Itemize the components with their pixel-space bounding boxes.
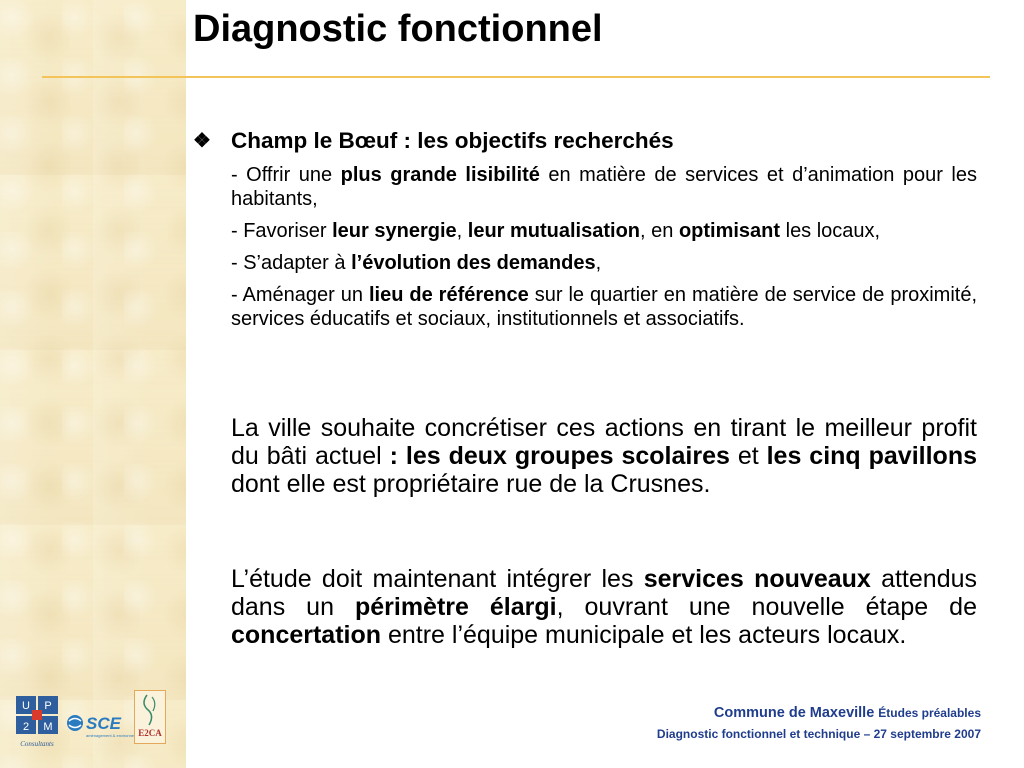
objectives-list (231, 163, 977, 339)
footer-line-1 (657, 705, 981, 721)
up2m-letter: P (44, 700, 52, 712)
sce-logo (66, 712, 143, 740)
list-item: - Offrir une plus grande lisibilité en matière de services et d’animation pour les habitants, (231, 164, 977, 210)
slide-footer (657, 705, 981, 741)
e2ca-logo (134, 690, 166, 744)
footer-subtitle: Études préalables (878, 706, 981, 720)
footer-commune: Commune de Maxeville (713, 705, 875, 721)
paragraph-bati: La ville souhaite concrétiser ces actions en tirant le meilleur profit du bâti actuel : les deux groupes scolaires et les cinq pavillons dont elle est propriétaire rue de la Crusnes. (231, 414, 977, 498)
list-item: - Aménager un lieu de référence sur le quartier en matière de service de proximité, services éducatifs et sociaux, institutionnels et associatifs. (231, 284, 978, 330)
up2m-letter: M (43, 721, 53, 733)
slide-title: Diagnostic fonctionnel (193, 8, 603, 50)
list-item: - S’adapter à l’évolution des demandes, (231, 252, 602, 274)
paragraph-etude: L’étude doit maintenant intégrer les services nouveaux attendus dans un périmètre élargi, ouvrant une nouvelle étape de concertation entre l’équipe municipale et les acteurs locaux. (231, 565, 977, 649)
up2m-letter: U (22, 700, 30, 712)
partner-logos (14, 690, 174, 750)
up2m-letter: 2 (22, 721, 30, 733)
footer-line-2: Diagnostic fonctionnel et technique – 27 septembre 2007 (656, 727, 981, 741)
list-item: - Favoriser leur synergie, leur mutualisation, en optimisant les locaux, (231, 220, 881, 242)
title-divider (42, 76, 990, 78)
sce-wordmark: SCE (86, 714, 121, 733)
decorative-sidebar (0, 0, 186, 768)
up2m-caption: Consultants (20, 740, 54, 748)
sce-caption: aménagement & environnement (86, 733, 143, 738)
up2m-logo (16, 696, 62, 750)
diamond-bullet-icon: ❖ (193, 130, 211, 152)
e2ca-wordmark: E2CA (138, 728, 162, 738)
bullet-heading: Champ le Bœuf : les objectifs recherchés (231, 128, 674, 153)
